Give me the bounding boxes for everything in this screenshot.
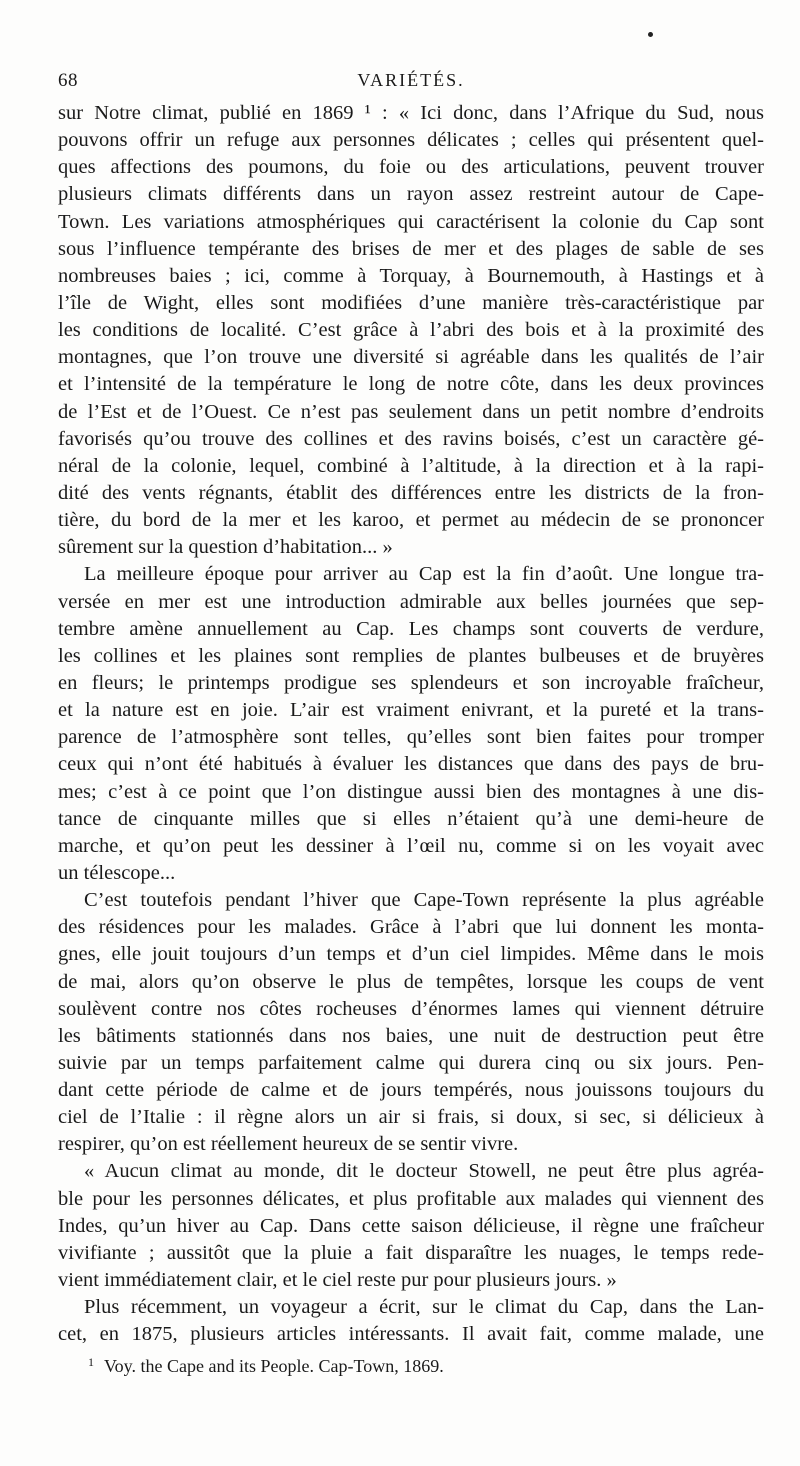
text-line: tance de cinquante milles que si elles n’étaient qu’à une demi-heure de: [58, 807, 764, 830]
text-line: dant cette période de calme et de jours tempérés, nous jouissons toujours du: [58, 1079, 764, 1102]
text-line: pouvons offrir un refuge aux personnes délicates ; celles qui présentent quel-: [58, 129, 764, 152]
text-line: des résidences pour les malades. Grâce à l’abri que lui donnent les monta-: [58, 916, 764, 939]
text-line: sûrement sur la question d’habitation... »: [58, 536, 393, 559]
footnote-text: Voy. the Cape and its People. Cap-Town, 1869.: [104, 1356, 444, 1376]
text-line: ciel de l’Italie : il règne alors un air si frais, si doux, si sec, si délicieux à: [58, 1106, 764, 1129]
text-line: tembre amène annuellement au Cap. Les champs sont couverts de verdure,: [58, 617, 764, 640]
text-line: ble pour les personnes délicates, et plus profitable aux malades qui viennent des: [58, 1187, 764, 1210]
text-line: parence de l’atmosphère sont telles, qu’elles sont bien faites pour tromper: [58, 726, 764, 749]
text-line: les conditions de localité. C’est grâce à l’abri des bois et à la proximité des: [58, 319, 764, 342]
text-line: sur Notre climat, publié en 1869 ¹ : « Ici donc, dans l’Afrique du Sud, nous: [58, 102, 764, 124]
text-line: en fleurs; le printemps prodigue ses splendeurs et son incroyable fraîcheur,: [58, 671, 764, 694]
text-line: C’est toutefois pendant l’hiver que Cape-Town représente la plus agréable: [84, 889, 764, 912]
text-line: et la nature est en joie. L’air est vraiment enivrant, et la pureté et la trans-: [58, 699, 764, 722]
text-line: ceux qui n’ont été habitués à évaluer les distances que dans des pays de bru-: [58, 753, 764, 776]
text-line: Indes, qu’un hiver au Cap. Dans cette saison délicieuse, il règne une fraîcheur: [58, 1214, 764, 1237]
text-line: Town. Les variations atmosphériques qui caractérisent la colonie du Cap sont: [58, 210, 764, 233]
text-line: vient immédiatement clair, et le ciel reste pur pour plusieurs jours. »: [58, 1269, 617, 1292]
text-line: Plus récemment, un voyageur a écrit, sur le climat du Cap, dans the Lan-: [84, 1296, 764, 1319]
text-line: les collines et les plaines sont remplies de plantes bulbeuses et de bruyères: [58, 644, 764, 667]
page-header: [58, 70, 764, 96]
text-line: suivie par un temps parfaitement calme qui durera cinq ou six jours. Pen-: [58, 1051, 764, 1074]
text-line: nombreuses baies ; ici, comme à Torquay, à Bournemouth, à Hastings et à: [58, 264, 764, 287]
text-line: vivifiante ; aussitôt que la pluie a fait disparaître les nuages, le temps rede-: [58, 1241, 764, 1264]
text-line: ques affections des poumons, du foie ou des articulations, peuvent trouver: [58, 156, 764, 179]
printing-speck: [648, 32, 653, 37]
footnote-marker: 1: [88, 1355, 94, 1369]
text-line: favorisés qu’ou trouve des collines et des ravins boisés, c’est un caractère gé-: [58, 427, 764, 450]
text-line: dité des vents régnants, établit des différences entre les districts de la fron-: [58, 481, 764, 504]
text-line: « Aucun climat au monde, dit le docteur Stowell, ne peut être plus agréa-: [84, 1160, 764, 1183]
text-line: l’île de Wight, elles sont modifiées d’une manière très-caractéristique par: [58, 291, 764, 314]
text-line: néral de la colonie, lequel, combiné à l’altitude, à la direction et à la rapi-: [58, 454, 764, 477]
running-title: VARIÉTÉS.: [357, 70, 465, 90]
text-line: marche, et qu’on peut les dessiner à l’œil nu, comme si on les voyait avec: [58, 834, 764, 857]
text-line: montagnes, que l’on trouve une diversité si agréable dans les qualités de l’air: [58, 346, 764, 369]
text-line: La meilleure époque pour arriver au Cap est la fin d’août. Une longue tra-: [84, 563, 764, 586]
text-line: et l’intensité de la température le long de notre côte, dans les deux provinces: [58, 373, 764, 396]
body-text: [58, 100, 764, 1348]
footnote: [88, 1350, 764, 1378]
text-line: tière, du bord de la mer et les karoo, et permet au médecin de se prononcer: [58, 509, 764, 532]
page-number: 68: [58, 70, 78, 91]
text-line: gnes, elle jouit toujours d’un temps et d’un ciel limpides. Même dans le mois: [58, 943, 764, 966]
text-line: sous l’influence tempérante des brises de mer et des plages de sable de ses: [58, 237, 764, 260]
text-line: versée en mer est une introduction admirable aux belles journées que sep-: [58, 590, 764, 613]
text-line: de mai, alors qu’on observe le plus de tempêtes, lorsque les coups de vent: [58, 970, 764, 993]
text-line: respirer, qu’on est réellement heureux de se sentir vivre.: [58, 1133, 519, 1156]
text-line: les bâtiments stationnés dans nos baies, une nuit de destruction peut être: [58, 1024, 764, 1047]
text-line: mes; c’est à ce point que l’on distingue aussi bien des montagnes à une dis-: [58, 780, 764, 803]
text-line: cet, en 1875, plusieurs articles intéressants. Il avait fait, comme malade, une: [58, 1323, 764, 1346]
text-line: un télescope...: [58, 861, 176, 884]
text-line: soulèvent contre nos côtes rocheuses d’énormes lames qui viennent détruire: [58, 997, 764, 1020]
text-line: de l’Est et de l’Ouest. Ce n’est pas seulement dans un petit nombre d’endroits: [58, 400, 764, 423]
text-line: plusieurs climats différents dans un rayon assez restreint autour de Cape-: [58, 183, 764, 206]
